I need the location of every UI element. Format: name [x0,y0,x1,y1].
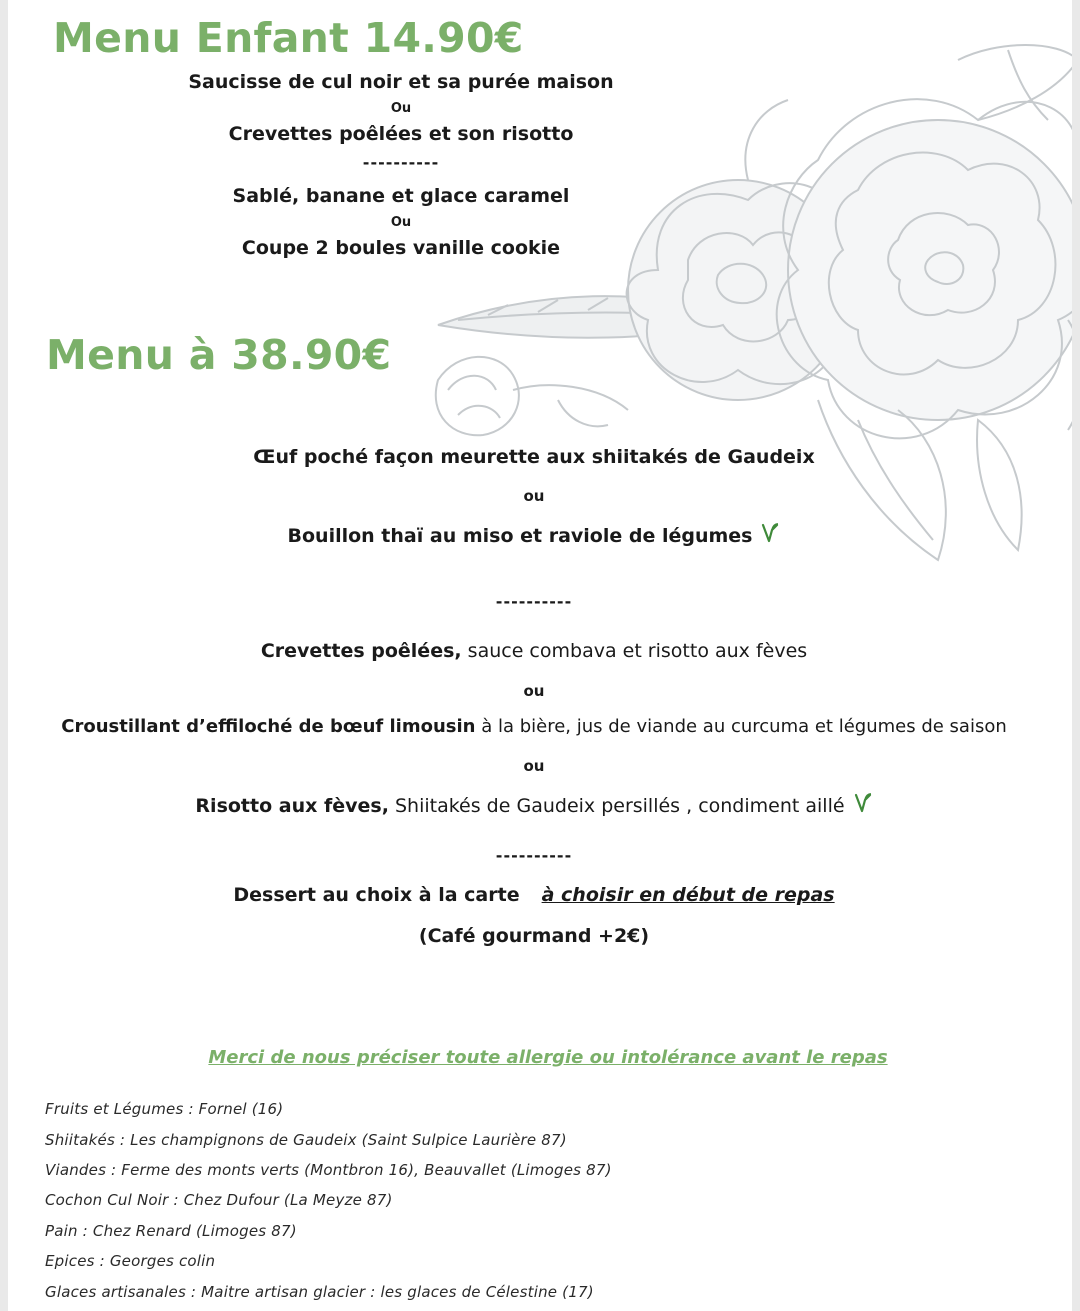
dessert-line [8,884,1060,906]
main-1 [8,640,1060,662]
cafe-gourmand: (Café gourmand +2€) [418,925,650,947]
dessert-label: Dessert au choix à la carte [233,884,520,906]
main-3 [8,792,1060,817]
menu-38-title: Menu à 38.90€ [46,331,392,379]
starter-2-label: Bouillon thaï au miso et raviole de légumes [287,525,753,547]
dessert-note: à choisir en début de repas [541,884,835,906]
starter-2 [8,522,1060,547]
supplier-line: Glaces artisanales : Maitre artisan glacier : les glaces de Célestine (17) [45,1283,594,1301]
kids-separator: ---------- [362,153,440,172]
supplier-line: Viandes : Ferme des monts verts (Montbron 16), Beauvallet (Limoges 87) [45,1161,612,1179]
main-3-desc: Shiitakés de Gaudeix persillés , condiment aillé [388,795,845,817]
starter-1: Œuf poché façon meurette aux shiitakés de Gaudeix [253,446,815,468]
allergy-note: Merci de nous préciser toute allergie ou intolérance avant le repas [208,1047,888,1068]
supplier-line: Fruits et Légumes : Fornel (16) [45,1100,284,1118]
main-2-name: Croustillant d’effiloché de bœuf limousin [61,716,476,737]
main-2-desc: à la bière, jus de viande au curcuma et légumes de saison [475,716,1007,737]
starter-or: ou [523,487,545,505]
menu-enfant-title: Menu Enfant 14.90€ [53,14,524,62]
kids-dessert-2: Coupe 2 boules vanille cookie [241,237,561,259]
kids-dish-2: Crevettes poêlées et son risotto [228,123,574,145]
main-or-1: ou [523,682,545,700]
supplier-line: Epices : Georges colin [45,1252,216,1270]
kids-dessert-1: Sablé, banane et glace caramel [232,185,570,207]
leaf-v-icon [853,792,873,814]
kids-or-1: Ou [390,101,412,116]
supplier-line: Shiitakés : Les champignons de Gaudeix (Saint Sulpice Laurière 87) [45,1131,567,1149]
separator-2: ---------- [495,846,573,865]
leaf-v-icon [760,522,780,544]
supplier-line: Cochon Cul Noir : Chez Dufour (La Meyze 87) [45,1191,393,1209]
main-or-2: ou [523,757,545,775]
menu-page [8,0,1072,1311]
main-1-name: Crevettes poêlées, [260,640,462,662]
kids-or-2: Ou [390,215,412,230]
main-2 [8,716,1060,737]
main-3-name: Risotto aux fèves, [195,795,389,817]
kids-dish-1: Saucisse de cul noir et sa purée maison [188,71,614,93]
separator-1: ---------- [495,592,573,611]
main-1-desc: sauce combava et risotto aux fèves [461,640,808,662]
supplier-line: Pain : Chez Renard (Limoges 87) [45,1222,297,1240]
